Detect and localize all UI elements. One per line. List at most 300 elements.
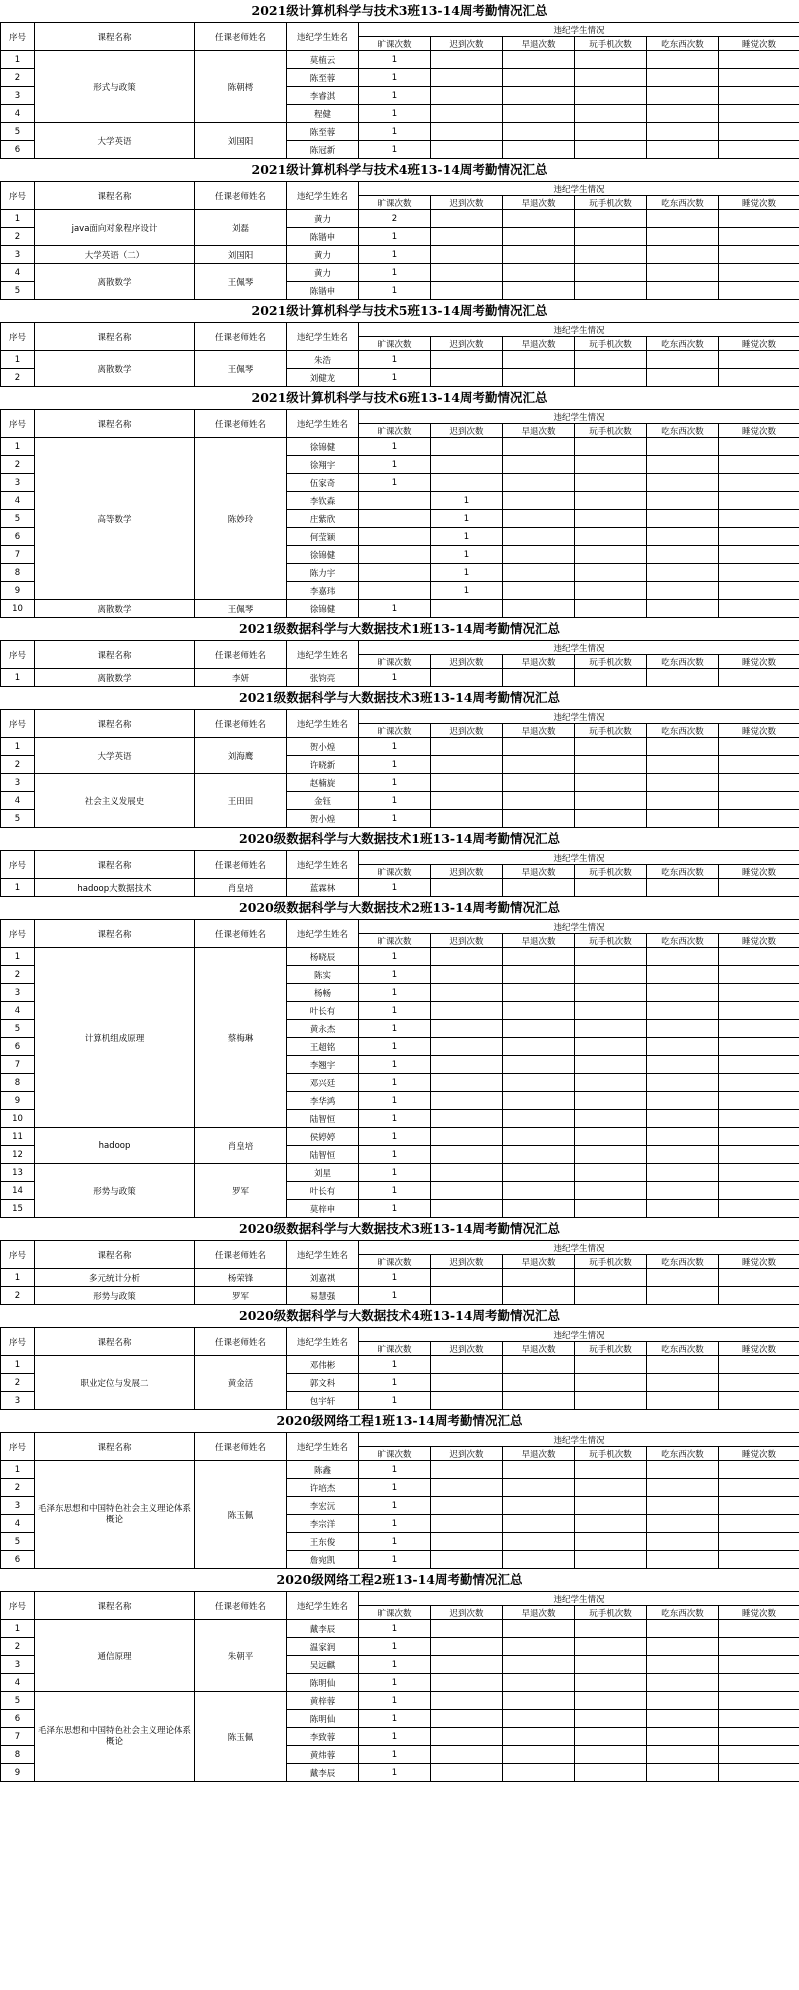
student-cell: 徐锦健 (287, 546, 359, 564)
count-column-header: 玩手机次数 (575, 1342, 647, 1356)
count-cell (647, 1074, 719, 1092)
count-cell (719, 669, 799, 687)
violation-group-header: 违纪学生情况 (359, 323, 799, 337)
count-column-header: 迟到次数 (431, 1255, 503, 1269)
course-cell: hadoop大数据技术 (35, 879, 195, 897)
count-cell (503, 228, 575, 246)
count-cell (647, 69, 719, 87)
violation-group-header: 违纪学生情况 (359, 410, 799, 424)
student-cell: 王超铭 (287, 1038, 359, 1056)
count-cell: 1 (359, 1551, 431, 1569)
section-title: 2021级计算机科学与技术3班13-14周考勤情况汇总 (251, 3, 548, 18)
count-cell (503, 369, 575, 387)
student-cell: 戴李辰 (287, 1620, 359, 1638)
count-cell (503, 210, 575, 228)
count-cell (575, 984, 647, 1002)
count-column-header: 玩手机次数 (575, 1255, 647, 1269)
header-row (1, 851, 799, 865)
count-cell (575, 582, 647, 600)
count-cell (647, 1515, 719, 1533)
count-cell (575, 1551, 647, 1569)
count-cell (575, 141, 647, 159)
count-cell (719, 792, 799, 810)
count-cell (719, 1620, 799, 1638)
count-cell: 1 (359, 1182, 431, 1200)
course-cell: 离散数学 (35, 600, 195, 618)
count-cell (719, 774, 799, 792)
student-cell: 黄永杰 (287, 1020, 359, 1038)
table-row (1, 438, 799, 456)
count-cell: 1 (431, 564, 503, 582)
count-cell (431, 438, 503, 456)
header-row (1, 1433, 799, 1447)
count-cell (431, 1710, 503, 1728)
teacher-header: 任课老师姓名 (195, 1433, 287, 1461)
count-cell (647, 1728, 719, 1746)
count-cell (575, 1674, 647, 1692)
count-cell (503, 738, 575, 756)
seq-header: 序号 (1, 710, 35, 738)
count-cell: 1 (359, 456, 431, 474)
count-cell (431, 984, 503, 1002)
count-cell (503, 105, 575, 123)
count-cell (719, 1200, 799, 1218)
teacher-cell: 蔡梅琳 (195, 948, 287, 1128)
attendance-section (0, 1410, 799, 1569)
student-cell: 温家润 (287, 1638, 359, 1656)
count-cell (431, 1164, 503, 1182)
seq-cell: 4 (1, 792, 35, 810)
count-cell (647, 1002, 719, 1020)
count-column-header: 早退次数 (503, 1342, 575, 1356)
violation-group-header: 违纪学生情况 (359, 182, 799, 196)
count-cell (431, 1146, 503, 1164)
count-cell (431, 1638, 503, 1656)
count-cell (575, 1200, 647, 1218)
count-cell (503, 984, 575, 1002)
seq-cell: 2 (1, 1479, 35, 1497)
count-cell (575, 1746, 647, 1764)
count-cell: 1 (359, 1020, 431, 1038)
count-column-header: 睡觉次数 (719, 424, 799, 438)
count-column-header: 睡觉次数 (719, 1606, 799, 1620)
count-column-header: 早退次数 (503, 934, 575, 948)
count-cell (431, 1128, 503, 1146)
count-cell (719, 528, 799, 546)
count-column-header: 旷课次数 (359, 1447, 431, 1461)
attendance-table (0, 409, 799, 618)
seq-cell: 3 (1, 1656, 35, 1674)
count-cell (431, 1200, 503, 1218)
count-cell: 1 (359, 87, 431, 105)
count-cell: 1 (359, 1056, 431, 1074)
student-cell: 黄力 (287, 210, 359, 228)
count-cell (719, 141, 799, 159)
count-cell (719, 1038, 799, 1056)
course-cell: 毛泽东思想和中国特色社会主义理论体系概论 (35, 1461, 195, 1569)
count-cell (647, 1392, 719, 1410)
count-cell (647, 1164, 719, 1182)
count-cell (719, 1128, 799, 1146)
count-cell: 2 (359, 210, 431, 228)
count-cell (431, 669, 503, 687)
course-cell: 高等数学 (35, 438, 195, 600)
count-cell (431, 879, 503, 897)
count-cell (503, 1110, 575, 1128)
count-column-header: 迟到次数 (431, 196, 503, 210)
count-cell: 1 (431, 582, 503, 600)
count-cell (503, 669, 575, 687)
header-row (1, 23, 799, 37)
seq-cell: 5 (1, 510, 35, 528)
seq-cell: 7 (1, 546, 35, 564)
student-cell: 许晓新 (287, 756, 359, 774)
count-cell (719, 1056, 799, 1074)
table-row (1, 1620, 799, 1638)
count-cell (719, 1656, 799, 1674)
teacher-header: 任课老师姓名 (195, 1592, 287, 1620)
count-cell (431, 1356, 503, 1374)
count-cell (503, 456, 575, 474)
violation-group-header: 违纪学生情况 (359, 710, 799, 724)
count-column-header: 吃东西次数 (647, 337, 719, 351)
count-cell (647, 528, 719, 546)
count-cell (575, 546, 647, 564)
count-cell (503, 1461, 575, 1479)
count-cell (503, 1092, 575, 1110)
count-cell: 1 (359, 984, 431, 1002)
count-cell (719, 438, 799, 456)
table-row (1, 738, 799, 756)
count-cell (503, 546, 575, 564)
count-cell: 1 (359, 948, 431, 966)
count-cell (503, 264, 575, 282)
count-cell (503, 1038, 575, 1056)
count-cell (431, 1674, 503, 1692)
count-cell (719, 510, 799, 528)
count-cell (647, 264, 719, 282)
count-cell (719, 69, 799, 87)
count-cell (719, 756, 799, 774)
course-header: 课程名称 (35, 710, 195, 738)
count-cell: 1 (359, 1764, 431, 1782)
student-cell: 叶长有 (287, 1182, 359, 1200)
count-column-header: 迟到次数 (431, 1342, 503, 1356)
count-column-header: 吃东西次数 (647, 724, 719, 738)
count-cell (647, 1038, 719, 1056)
seq-cell: 2 (1, 369, 35, 387)
count-cell (719, 369, 799, 387)
count-column-header: 早退次数 (503, 1447, 575, 1461)
count-column-header: 吃东西次数 (647, 1606, 719, 1620)
count-column-header: 迟到次数 (431, 865, 503, 879)
seq-cell: 1 (1, 879, 35, 897)
student-cell: 黄炜蓉 (287, 1746, 359, 1764)
seq-cell: 4 (1, 105, 35, 123)
count-cell (431, 1110, 503, 1128)
student-cell: 刘健龙 (287, 369, 359, 387)
count-cell (503, 51, 575, 69)
count-cell (431, 69, 503, 87)
count-cell (575, 1497, 647, 1515)
teacher-cell: 王佩琴 (195, 600, 287, 618)
attendance-table (0, 1240, 799, 1305)
count-cell (431, 1392, 503, 1410)
count-cell (575, 123, 647, 141)
seq-header: 序号 (1, 182, 35, 210)
seq-cell: 5 (1, 282, 35, 300)
course-cell: 形势与政策 (35, 1287, 195, 1305)
count-cell (575, 1728, 647, 1746)
seq-cell: 8 (1, 1746, 35, 1764)
count-cell: 1 (359, 600, 431, 618)
teacher-cell: 黄金活 (195, 1356, 287, 1410)
count-cell: 1 (359, 1710, 431, 1728)
attendance-section (0, 1305, 799, 1410)
count-cell (503, 1002, 575, 1020)
count-cell (719, 1479, 799, 1497)
course-cell: 多元统计分析 (35, 1269, 195, 1287)
course-cell: 通信原理 (35, 1620, 195, 1692)
count-cell (503, 1269, 575, 1287)
teacher-header: 任课老师姓名 (195, 641, 287, 669)
count-cell: 1 (359, 141, 431, 159)
header-row (1, 410, 799, 424)
count-cell (503, 1128, 575, 1146)
teacher-header: 任课老师姓名 (195, 920, 287, 948)
seq-cell: 1 (1, 51, 35, 69)
violation-group-header: 违纪学生情况 (359, 23, 799, 37)
teacher-header: 任课老师姓名 (195, 23, 287, 51)
count-column-header: 吃东西次数 (647, 37, 719, 51)
seq-cell: 4 (1, 264, 35, 282)
count-column-header: 玩手机次数 (575, 1606, 647, 1620)
count-cell: 1 (359, 1674, 431, 1692)
course-cell: 职业定位与发展二 (35, 1356, 195, 1410)
course-cell: 形式与政策 (35, 51, 195, 123)
count-cell: 1 (359, 351, 431, 369)
count-cell (503, 1479, 575, 1497)
count-column-header: 旷课次数 (359, 865, 431, 879)
count-cell (647, 438, 719, 456)
count-cell (647, 1287, 719, 1305)
teacher-header: 任课老师姓名 (195, 1241, 287, 1269)
count-column-header: 睡觉次数 (719, 1255, 799, 1269)
count-cell (575, 1515, 647, 1533)
attendance-section (0, 387, 799, 618)
teacher-cell: 王田田 (195, 774, 287, 828)
count-cell: 1 (359, 246, 431, 264)
course-cell: 离散数学 (35, 669, 195, 687)
count-cell (431, 105, 503, 123)
count-cell: 1 (359, 966, 431, 984)
count-cell (503, 1497, 575, 1515)
count-cell (575, 564, 647, 582)
count-cell (575, 438, 647, 456)
count-cell (431, 810, 503, 828)
count-cell (503, 1356, 575, 1374)
count-cell: 1 (431, 528, 503, 546)
count-cell (647, 669, 719, 687)
student-header: 违纪学生姓名 (287, 641, 359, 669)
count-column-header: 玩手机次数 (575, 337, 647, 351)
count-cell (503, 966, 575, 984)
count-cell (503, 282, 575, 300)
count-cell (647, 141, 719, 159)
count-column-header: 吃东西次数 (647, 934, 719, 948)
count-cell (575, 1692, 647, 1710)
seq-cell: 2 (1, 456, 35, 474)
table-row (1, 246, 799, 264)
seq-cell: 5 (1, 1533, 35, 1551)
seq-cell: 7 (1, 1728, 35, 1746)
count-cell (431, 1002, 503, 1020)
count-cell (575, 1620, 647, 1638)
count-cell (575, 669, 647, 687)
count-cell (719, 879, 799, 897)
seq-header: 序号 (1, 323, 35, 351)
student-cell: 李翘宇 (287, 1056, 359, 1074)
seq-cell: 6 (1, 1038, 35, 1056)
count-cell (431, 1728, 503, 1746)
count-cell (647, 756, 719, 774)
count-column-header: 玩手机次数 (575, 424, 647, 438)
table-row (1, 351, 799, 369)
count-cell (647, 792, 719, 810)
count-cell (431, 1692, 503, 1710)
count-cell (647, 228, 719, 246)
seq-header: 序号 (1, 410, 35, 438)
count-cell (575, 210, 647, 228)
student-cell: 朱浩 (287, 351, 359, 369)
seq-cell: 3 (1, 984, 35, 1002)
count-cell (647, 351, 719, 369)
section-title: 2020级数据科学与大数据技术2班13-14周考勤情况汇总 (239, 900, 560, 915)
count-cell (719, 264, 799, 282)
count-cell (503, 510, 575, 528)
student-header: 违纪学生姓名 (287, 410, 359, 438)
count-cell (503, 582, 575, 600)
seq-cell: 2 (1, 1287, 35, 1305)
count-cell (575, 1182, 647, 1200)
student-cell: 刘嘉祺 (287, 1269, 359, 1287)
count-cell (647, 210, 719, 228)
section-title: 2021级数据科学与大数据技术1班13-14周考勤情况汇总 (239, 621, 560, 636)
count-cell (503, 774, 575, 792)
count-cell (575, 1074, 647, 1092)
count-cell (503, 1656, 575, 1674)
course-cell: 毛泽东思想和中国特色社会主义理论体系概论 (35, 1692, 195, 1782)
course-header: 课程名称 (35, 1433, 195, 1461)
section-title: 2020级数据科学与大数据技术3班13-14周考勤情况汇总 (239, 1221, 560, 1236)
count-cell (575, 105, 647, 123)
count-column-header: 旷课次数 (359, 934, 431, 948)
count-cell (719, 456, 799, 474)
student-cell: 伍家奇 (287, 474, 359, 492)
count-cell (575, 264, 647, 282)
count-cell (431, 1056, 503, 1074)
count-cell (575, 87, 647, 105)
count-cell: 1 (359, 105, 431, 123)
count-cell (719, 474, 799, 492)
count-cell (503, 528, 575, 546)
attendance-table (0, 1327, 799, 1410)
course-header: 课程名称 (35, 1328, 195, 1356)
count-cell (719, 210, 799, 228)
count-cell (647, 246, 719, 264)
seq-header: 序号 (1, 1328, 35, 1356)
student-cell: 李华鸿 (287, 1092, 359, 1110)
section-title: 2021级计算机科学与技术4班13-14周考勤情况汇总 (251, 162, 548, 177)
teacher-cell: 朱朝平 (195, 1620, 287, 1692)
teacher-header: 任课老师姓名 (195, 323, 287, 351)
table-row (1, 879, 799, 897)
count-cell (503, 1710, 575, 1728)
count-cell (431, 369, 503, 387)
count-cell (647, 564, 719, 582)
count-cell (647, 1656, 719, 1674)
attendance-table (0, 919, 799, 1218)
student-cell: 李钦森 (287, 492, 359, 510)
count-cell: 1 (359, 1461, 431, 1479)
count-cell (719, 600, 799, 618)
count-cell (431, 948, 503, 966)
count-cell (647, 1200, 719, 1218)
count-cell (575, 1038, 647, 1056)
count-cell (575, 1164, 647, 1182)
count-cell (431, 1092, 503, 1110)
count-cell: 1 (359, 1287, 431, 1305)
student-cell: 徐锦健 (287, 600, 359, 618)
student-cell: 程健 (287, 105, 359, 123)
count-column-header: 旷课次数 (359, 655, 431, 669)
count-cell (719, 546, 799, 564)
student-cell: 杨晓辰 (287, 948, 359, 966)
count-cell (719, 1692, 799, 1710)
count-cell (431, 87, 503, 105)
count-cell (719, 351, 799, 369)
section-title: 2021级计算机科学与技术5班13-14周考勤情况汇总 (251, 303, 548, 318)
student-header: 违纪学生姓名 (287, 23, 359, 51)
attendance-section (0, 300, 799, 387)
attendance-table (0, 1432, 799, 1569)
count-cell: 1 (359, 1374, 431, 1392)
student-cell: 陈实 (287, 966, 359, 984)
attendance-section (0, 897, 799, 1218)
course-header: 课程名称 (35, 641, 195, 669)
count-cell (503, 438, 575, 456)
count-cell (719, 228, 799, 246)
seq-cell: 11 (1, 1128, 35, 1146)
count-cell (575, 51, 647, 69)
teacher-cell: 肖皇培 (195, 879, 287, 897)
count-cell (431, 1269, 503, 1287)
student-cell: 李睿淇 (287, 87, 359, 105)
count-cell (647, 948, 719, 966)
count-column-header: 早退次数 (503, 724, 575, 738)
student-cell: 李致蓉 (287, 1728, 359, 1746)
student-cell: 陈鑫 (287, 1461, 359, 1479)
count-cell (719, 1461, 799, 1479)
count-cell (647, 510, 719, 528)
count-column-header: 迟到次数 (431, 1447, 503, 1461)
seq-cell: 15 (1, 1200, 35, 1218)
seq-cell: 6 (1, 1551, 35, 1569)
teacher-header: 任课老师姓名 (195, 410, 287, 438)
seq-cell: 1 (1, 1620, 35, 1638)
count-cell: 1 (359, 792, 431, 810)
count-cell (575, 492, 647, 510)
